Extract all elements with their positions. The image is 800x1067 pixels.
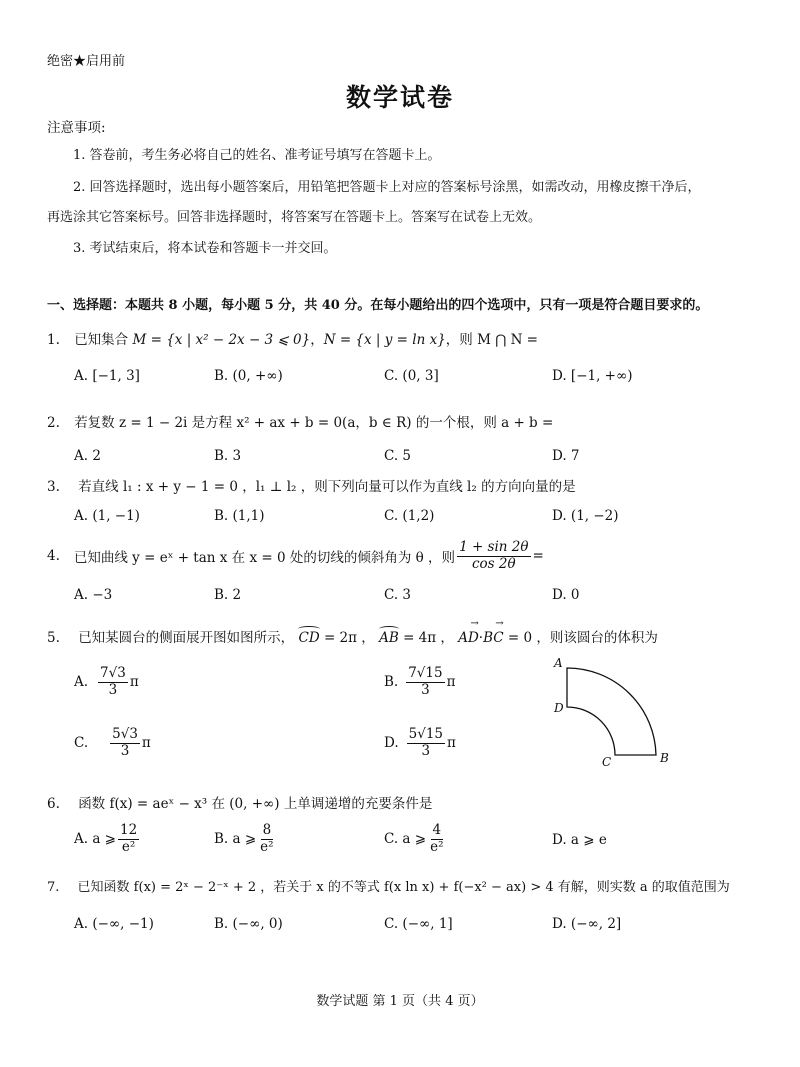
q6-c-frac [428, 823, 445, 855]
q6-option-c [384, 823, 448, 855]
q6-option-b [214, 823, 278, 855]
q6-text: 函数 f(x) = aeˣ − x³ 在 (0, +∞) 上单调递增的充要条件是 [78, 796, 433, 812]
q1-number: 1. [47, 332, 60, 348]
q6-option-a [74, 823, 141, 855]
q2-option-c: C. 5 [384, 448, 412, 464]
q2-option-a: A. 2 [74, 448, 101, 464]
q3-option-d: D. (1, −2) [552, 508, 619, 524]
q5-d-den: 3 [421, 742, 431, 759]
q5-vector-ad: → AD [458, 630, 479, 646]
fig-label-b: B [660, 751, 669, 765]
q5-b-label: B. [384, 674, 399, 691]
q5-b-num: 7√15 [408, 665, 443, 681]
q2-option-d: D. 7 [552, 448, 580, 464]
q3-option-c: C. (1,2) [384, 508, 435, 524]
q5-a-pi: π [129, 674, 139, 691]
section-heading: 一、选择题：本题共 8 小题，每小题 5 分，共 40 分。在每小题给出的四个选项中，只有一项是符合题目要求的。 [47, 298, 709, 313]
q2-text: 若复数 z = 1 − 2i 是方程 x² + ax + b = 0(a，b ∈ R) 的一个根，则 a + b = [74, 415, 554, 431]
question-5 [47, 626, 658, 646]
q5-text-end: = 0 ，则该圆台的体积为 [507, 630, 658, 646]
note-2: 2. 回答选择题时，选出每小题答案后，用铅笔把答题卡上对应的答案标号涂黑，如需改动，用橡皮擦干净后， [73, 180, 701, 195]
page-title: 数学试卷 [345, 83, 454, 112]
q7-option-b: B. (−∞, 0) [214, 916, 283, 932]
note-2-cont: 再选涂其它答案标号。回答非选择题时，将答案写在答题卡上。答案写在试卷上无效。 [47, 210, 542, 225]
q7-text: 已知函数 f(x) = 2ˣ − 2⁻ˣ + 2 ，若关于 x 的不等式 f(x ln x) + f(−x² − ax) > 4 有解，则实数 a 的取值范围为 [77, 880, 730, 895]
q4-option-a: A. −3 [74, 587, 113, 603]
q4-number: 4. [47, 548, 60, 565]
question-2 [47, 411, 553, 431]
q6-a-num: 12 [119, 822, 138, 838]
q5-a-num: 7√3 [100, 665, 126, 681]
q3-option-b: B. (1,1) [214, 508, 265, 524]
q6-b-den: e² [260, 838, 274, 855]
q5-c-den: 3 [120, 742, 130, 759]
q5-option-b [384, 666, 455, 698]
question-7 [47, 876, 730, 895]
annulus-sector-shape [567, 668, 656, 755]
q1-set-m: M = {x | x² − 2x − 3 ⩽ 0} [132, 332, 311, 348]
q2-number: 2. [47, 415, 60, 431]
q5-c-pi: π [141, 735, 151, 752]
q6-c-den: e² [430, 838, 444, 855]
q5-arc-ab: AB [379, 630, 399, 646]
q1-sep: ， [310, 332, 324, 348]
question-3 [47, 475, 576, 495]
q5-d-num: 5√15 [408, 726, 444, 742]
q5-arc-cd: CD [298, 630, 320, 646]
q5-option-a [74, 666, 139, 698]
q1-option-b: B. (0, +∞) [214, 368, 283, 384]
q6-a-den: e² [121, 838, 136, 855]
q5-b-den: 3 [421, 681, 430, 698]
q6-number: 6. [47, 796, 60, 812]
q7-option-a: A. (−∞, −1) [74, 916, 154, 932]
q5-figure [520, 650, 690, 775]
q5-b-pi: π [446, 674, 456, 691]
q1-pre: 已知集合 [74, 332, 129, 348]
q1-post: ，则 M ⋂ N = [445, 332, 538, 348]
q5-vector-bc: → BC [483, 630, 504, 646]
q3-option-a: A. (1, −1) [74, 508, 140, 524]
q7-number: 7. [47, 880, 60, 895]
q5-b-frac [406, 666, 444, 698]
fig-label-d: D [554, 701, 564, 715]
secret-label: 绝密★启用前 [47, 54, 126, 69]
q4-option-b: B. 2 [214, 587, 242, 603]
q4-option-c: C. 3 [384, 587, 412, 603]
note-3: 3. 考试结束后，将本试卷和答题卡一并交回。 [73, 241, 337, 256]
question-1 [47, 328, 538, 348]
q5-option-c [74, 727, 151, 759]
q1-option-c: C. (0, 3] [384, 368, 439, 384]
q1-option-d: D. [−1, +∞) [552, 368, 633, 384]
q6-b-num: 8 [262, 822, 272, 838]
q4-text: 已知曲线 y = eˣ + tan x 在 x = 0 处的切线的倾斜角为 θ ，则 [73, 550, 456, 567]
q5-text: 已知某圆台的侧面展开图如图所示， [78, 630, 295, 646]
q5-d-label: D. [384, 735, 399, 752]
q4-eq: = [532, 548, 544, 565]
q7-option-d: D. (−∞, 2] [552, 916, 622, 932]
q5-a-frac [98, 666, 128, 698]
q1-option-a: A. [−1, 3] [74, 368, 140, 384]
q7-option-c: C. (−∞, 1] [384, 916, 453, 932]
q5-dot: · [478, 630, 484, 646]
q5-c-num: 5√3 [112, 726, 138, 742]
q5-c-label: C. [74, 735, 89, 752]
q5-d-pi: π [447, 735, 456, 752]
q5-a-den: 3 [108, 681, 118, 698]
q6-option-d: D. a ⩾ e [552, 832, 607, 848]
q5-a-label: A. [74, 674, 89, 691]
q6-a-label: A. a ⩾ [74, 831, 116, 848]
q1-set-n: N = {x | y = ln x} [323, 332, 446, 348]
q6-a-frac [118, 823, 139, 855]
note-1: 1. 答卷前，考生务必将自己的姓名、准考证号填写在答题卡上。 [73, 148, 441, 163]
q5-d-frac [407, 727, 445, 759]
fig-label-c: C [602, 755, 612, 769]
q4-fraction [457, 540, 530, 572]
q5-option-d [384, 727, 456, 759]
fig-label-a: A [554, 656, 563, 670]
notice-title: 注意事项: [47, 120, 106, 136]
q6-c-num: 4 [432, 822, 442, 838]
q3-number: 3. [47, 479, 60, 495]
q5-arc-ab-value: = 4π ， [403, 630, 454, 646]
question-4 [47, 540, 544, 572]
q4-option-d: D. 0 [552, 587, 580, 603]
q4-frac-num: 1 + sin 2θ [459, 539, 529, 555]
q5-number: 5. [47, 630, 60, 646]
q2-option-b: B. 3 [214, 448, 242, 464]
q4-frac-den: cos 2θ [471, 555, 516, 572]
q6-c-label: C. a ⩾ [384, 831, 427, 848]
q3-text: 若直线 l₁ : x + y − 1 = 0 ，l₁ ⊥ l₂ ，则下列向量可以作为直线 l₂ 的方向向量的是 [78, 479, 576, 495]
q6-b-frac [258, 823, 275, 855]
q5-c-frac [110, 727, 140, 759]
page-footer: 数学试题 第 1 页（共 4 页） [316, 994, 484, 1009]
question-6 [47, 792, 432, 812]
q6-b-label: B. a ⩾ [214, 831, 257, 848]
q5-arc-cd-value: = 2π ， [323, 630, 375, 646]
